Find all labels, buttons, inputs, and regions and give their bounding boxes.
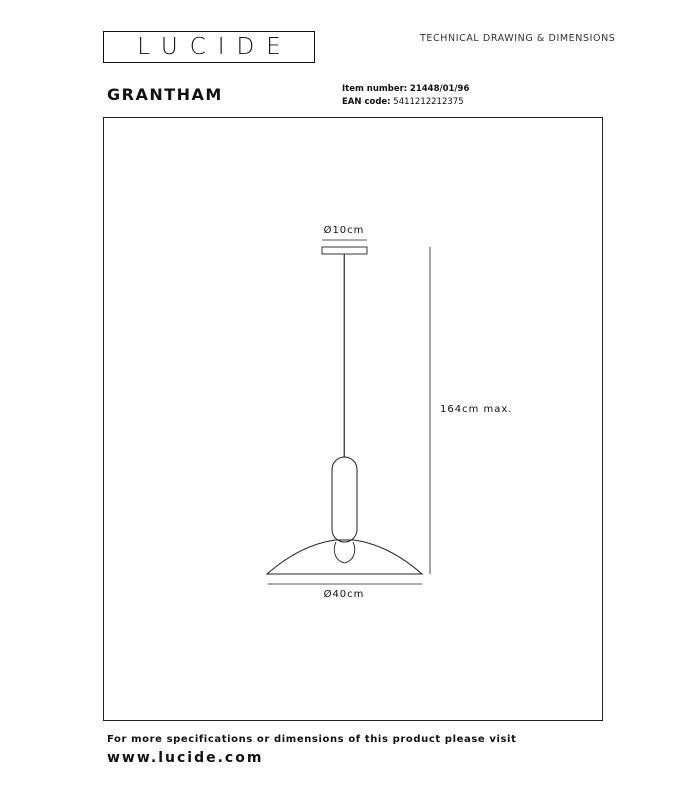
footer-note: For more specifications or dimensions of this product please visit — [107, 734, 517, 745]
height-label: 164cm max. — [440, 404, 513, 415]
shade-diameter-label: Ø40cm — [323, 589, 365, 600]
item-number-label: Item number: — [342, 84, 408, 94]
item-number-value: 21448/01/96 — [409, 84, 470, 94]
ean-value: 5411212212375 — [393, 97, 464, 107]
ean-label: EAN code: — [342, 97, 391, 107]
canopy-diameter-label: Ø10cm — [323, 225, 365, 236]
ceiling-canopy — [322, 247, 367, 254]
document-type: TECHNICAL DRAWING & DIMENSIONS — [420, 33, 616, 44]
brand-logo-text: LUCIDE — [137, 34, 293, 60]
lamp-shade — [267, 540, 422, 574]
bulb — [334, 542, 354, 563]
website-link[interactable]: www.lucide.com — [107, 750, 264, 766]
product-name: GRANTHAM — [107, 85, 223, 104]
lamp-body — [332, 457, 357, 542]
